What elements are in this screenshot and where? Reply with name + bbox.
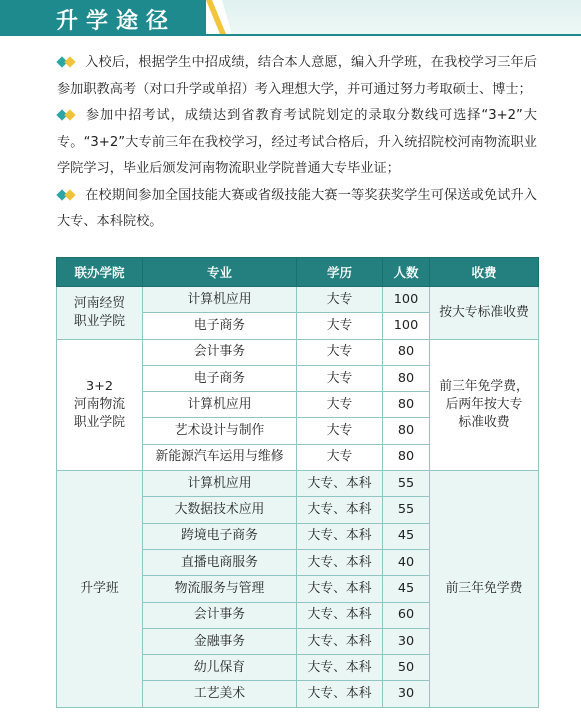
count-cell: 80 <box>383 365 430 391</box>
count-cell: 100 <box>383 287 430 313</box>
degree-cell: 大专、本科 <box>297 628 383 654</box>
header-bar-light <box>222 0 581 34</box>
fee-line: 按大专标准收费 <box>439 304 529 320</box>
count-cell: 100 <box>383 313 430 339</box>
count-cell: 55 <box>383 497 430 523</box>
major-cell: 计算机应用 <box>143 287 297 313</box>
count-cell: 80 <box>383 444 430 470</box>
fee-cell <box>430 471 539 708</box>
degree-cell: 大专、本科 <box>297 497 383 523</box>
degree-cell: 大专 <box>297 444 383 470</box>
count-cell: 40 <box>383 549 430 575</box>
major-cell: 会计事务 <box>143 602 297 628</box>
major-cell: 跨境电子商务 <box>143 523 297 549</box>
diamond-bullet-icon <box>57 189 79 200</box>
degree-cell: 大专 <box>297 392 383 418</box>
school-line: 3+2 <box>85 378 113 394</box>
column-header: 联办学院 <box>57 258 143 287</box>
major-cell: 计算机应用 <box>143 392 297 418</box>
major-cell: 大数据技术应用 <box>143 497 297 523</box>
count-cell: 30 <box>383 681 430 707</box>
table-body <box>57 287 539 708</box>
major-cell: 物流服务与管理 <box>143 576 297 602</box>
fee-line: 标准收费 <box>458 414 510 430</box>
fee-line: 前三年免学费 <box>445 580 523 596</box>
fee-cell <box>430 339 539 470</box>
column-header: 人数 <box>383 258 430 287</box>
school-line: 职业学院 <box>73 313 126 329</box>
degree-cell: 大专、本科 <box>297 471 383 497</box>
count-cell: 45 <box>383 576 430 602</box>
count-cell: 55 <box>383 471 430 497</box>
school-line: 河南经贸 <box>73 295 126 311</box>
paragraph-1 <box>57 50 537 103</box>
school-cell <box>57 339 143 470</box>
intro-paragraphs <box>57 50 537 236</box>
count-cell: 80 <box>383 339 430 365</box>
degree-cell: 大专、本科 <box>297 655 383 681</box>
section-title: 升学途径 <box>56 8 177 34</box>
count-cell: 60 <box>383 602 430 628</box>
degree-cell: 大专 <box>297 365 383 391</box>
school-line: 职业学院 <box>73 414 126 430</box>
major-cell: 艺术设计与制作 <box>143 418 297 444</box>
degree-cell: 大专 <box>297 339 383 365</box>
school-line: 升学班 <box>80 580 119 596</box>
paragraph-text: 入校后，根据学生中招成绩，结合本人意愿，编入升学班，在我校学习三年后参加职教高考（对口升学或单招）考入理想大学，并可通过努力考取硕士、博士； <box>57 55 537 97</box>
school-cell <box>57 471 143 708</box>
count-cell: 50 <box>383 655 430 681</box>
degree-cell: 大专、本科 <box>297 602 383 628</box>
degree-cell: 大专、本科 <box>297 549 383 575</box>
count-cell: 30 <box>383 628 430 654</box>
paragraph-3 <box>57 183 537 236</box>
count-cell: 80 <box>383 418 430 444</box>
degree-cell: 大专、本科 <box>297 681 383 707</box>
major-cell: 直播电商服务 <box>143 549 297 575</box>
major-cell: 电子商务 <box>143 365 297 391</box>
major-cell: 会计事务 <box>143 339 297 365</box>
count-cell: 45 <box>383 523 430 549</box>
count-cell: 80 <box>383 392 430 418</box>
paragraph-text: 参加中招考试，成绩达到省教育考试院划定的录取分数线可选择“3+2”大专。“3+2”大专前三年在我校学习，经过考试合格后，升入统招院校河南物流职业学院学习，毕业后颁发河南物流职业学院普通大专毕业证； <box>57 108 537 176</box>
major-cell: 工艺美术 <box>143 681 297 707</box>
degree-cell: 大专、本科 <box>297 576 383 602</box>
major-cell: 电子商务 <box>143 313 297 339</box>
table-row <box>57 471 539 497</box>
header-accent-stripe <box>206 0 226 34</box>
school-line: 河南物流 <box>73 396 126 412</box>
major-cell: 计算机应用 <box>143 471 297 497</box>
major-cell: 幼儿保育 <box>143 655 297 681</box>
column-header: 学历 <box>297 258 383 287</box>
diamond-bullet-icon <box>57 56 79 67</box>
school-cell <box>57 287 143 340</box>
degree-cell: 大专、本科 <box>297 523 383 549</box>
degree-cell: 大专 <box>297 418 383 444</box>
diamond-bullet-icon <box>57 109 79 120</box>
degree-cell: 大专 <box>297 313 383 339</box>
table-row <box>57 339 539 365</box>
major-cell: 金融事务 <box>143 628 297 654</box>
table-row <box>57 287 539 313</box>
column-header: 收费 <box>430 258 539 287</box>
paragraph-text: 在校期间参加全国技能大赛或省级技能大赛一等奖获奖学生可保送或免试升入大专、本科院校。 <box>57 187 537 229</box>
column-header: 专业 <box>143 258 297 287</box>
major-cell: 新能源汽车运用与维修 <box>143 444 297 470</box>
fee-line: 前三年免学费， <box>439 378 529 394</box>
table-header-row <box>57 258 539 287</box>
fee-line: 后两年按大专 <box>445 396 523 412</box>
fee-cell <box>430 287 539 340</box>
section-header <box>0 0 581 36</box>
degree-cell: 大专 <box>297 287 383 313</box>
enrollment-table <box>56 257 539 708</box>
paragraph-2 <box>57 103 537 183</box>
